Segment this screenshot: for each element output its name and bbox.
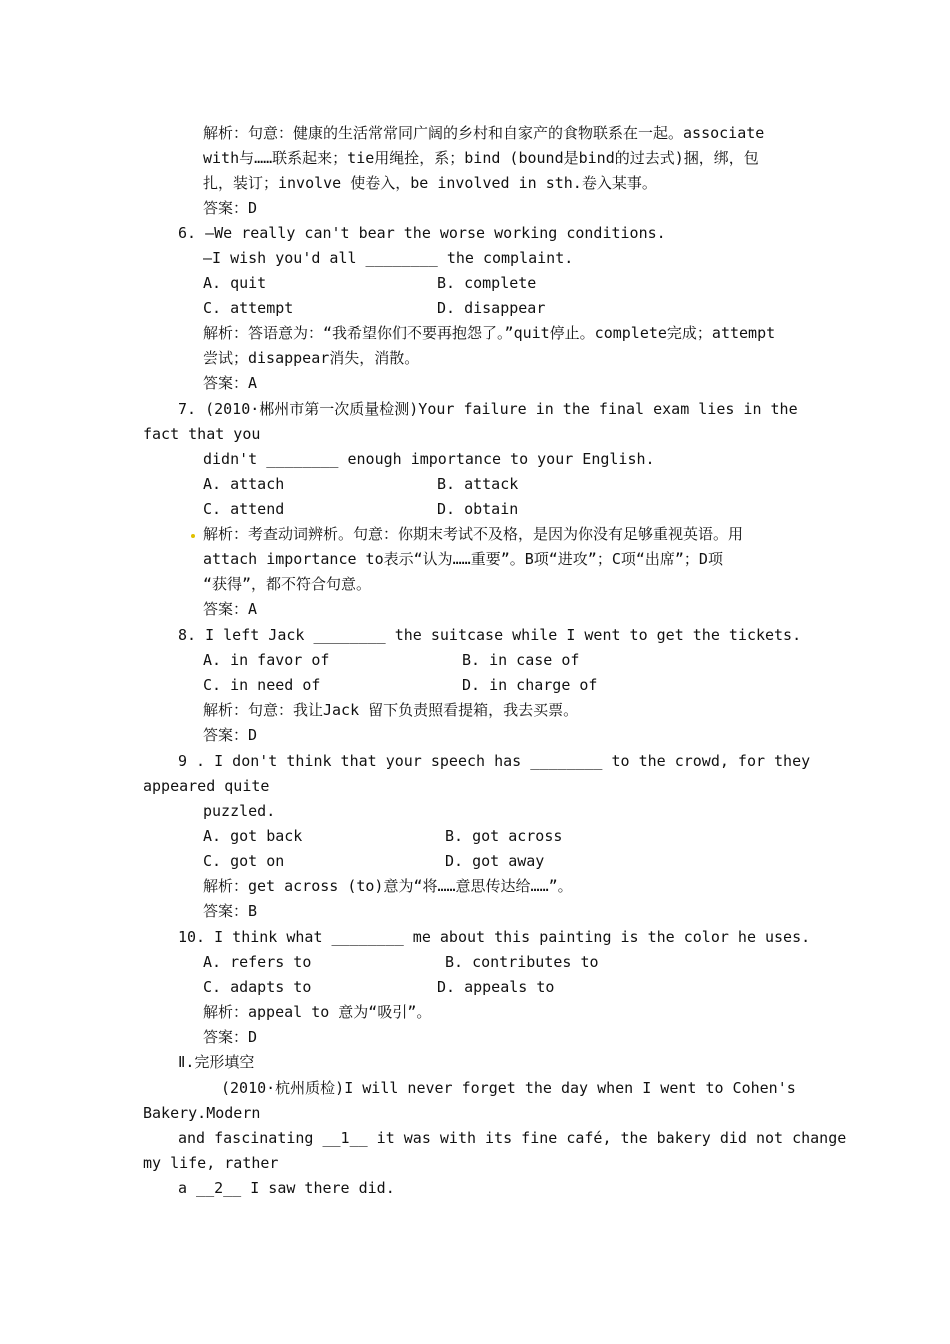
- q9-option-d: D. got away: [445, 852, 545, 870]
- q8-answer: 答案：D: [203, 726, 258, 744]
- q9-option-c: C. got on: [203, 852, 285, 870]
- q7-explanation-line-3: “获得”，都不符合句意。: [203, 575, 372, 593]
- q8-stem: 8. I left Jack ________ the suitcase while I went to get the tickets.: [178, 626, 802, 644]
- q7-option-c: C. attend: [203, 500, 285, 518]
- cloze-passage-line-4: my life, rather: [143, 1154, 279, 1172]
- q6-answer: 答案：A: [203, 374, 258, 392]
- q7-option-b: B. attack: [437, 475, 519, 493]
- q8-option-b: B. in case of: [462, 651, 580, 669]
- q5-explanation-line-2: with与……联系起来；tie用绳拴，系；bind (bound是bind的过去式)捆，绑，包: [203, 149, 759, 167]
- q10-option-d: D. appeals to: [437, 978, 555, 996]
- q10-explanation: 解析：appeal to 意为“吸引”。: [203, 1003, 432, 1021]
- q9-explanation: 解析：get across (to)意为“将……意思传达给……”。: [203, 877, 573, 895]
- marker-dot: [191, 534, 195, 538]
- cloze-passage-line-1: (2010·杭州质检)I will never forget the day when I went to Cohen's: [221, 1079, 796, 1097]
- q9-stem-line-1: 9 . I don't think that your speech has ________ to the crowd, for they: [178, 752, 811, 770]
- q9-option-b: B. got across: [445, 827, 563, 845]
- q7-stem-line-3: didn't ________ enough importance to your English.: [203, 450, 655, 468]
- q6-stem-line-2: —I wish you'd all ________ the complaint.: [203, 249, 574, 267]
- q8-explanation: 解析：句意：我让Jack 留下负责照看提箱，我去买票。: [203, 701, 579, 719]
- q5-answer: 答案：D: [203, 199, 258, 217]
- q7-explanation-line-1: 解析：考查动词辨析。句意：你期末考试不及格，是因为你没有足够重视英语。用: [203, 525, 744, 543]
- q10-stem: 10. I think what ________ me about this painting is the color he uses.: [178, 928, 811, 946]
- q7-answer: 答案：A: [203, 600, 258, 618]
- q6-option-b: B. complete: [437, 274, 537, 292]
- q8-option-c: C. in need of: [203, 676, 321, 694]
- q7-stem-line-2: fact that you: [143, 425, 261, 443]
- q6-stem-line-1: 6. —We really can't bear the worse working conditions.: [178, 224, 666, 242]
- q9-answer: 答案：B: [203, 902, 258, 920]
- q6-option-c: C. attempt: [203, 299, 294, 317]
- section-heading-cloze: Ⅱ.完形填空: [178, 1053, 255, 1071]
- q5-explanation-line-1: 解析：句意：健康的生活常常同广阔的乡村和自家产的食物联系在一起。associate: [203, 124, 765, 142]
- q10-option-a: A. refers to: [203, 953, 312, 971]
- q10-option-b: B. contributes to: [445, 953, 599, 971]
- q7-stem-line-1: 7. (2010·郴州市第一次质量检测)Your failure in the final exam lies in the: [178, 400, 798, 418]
- q10-option-c: C. adapts to: [203, 978, 312, 996]
- q6-explanation-line-1: 解析：答语意为：“我希望你们不要再抱怨了。”quit停止。complete完成；attempt: [203, 324, 776, 342]
- q7-option-d: D. obtain: [437, 500, 519, 518]
- q5-explanation-line-3: 扎，装订；involve 使卷入，be involved in sth.卷入某事。: [203, 174, 657, 192]
- q6-explanation-line-2: 尝试；disappear消失，消散。: [203, 349, 420, 367]
- q8-option-d: D. in charge of: [462, 676, 598, 694]
- q7-explanation-line-2: attach importance to表示“认为……重要”。B项“进攻”；C项“出席”；D项: [203, 550, 723, 568]
- cloze-passage-line-3: and fascinating __1__ it was with its fine café, the bakery did not change: [178, 1129, 847, 1147]
- cloze-passage-line-2: Bakery.Modern: [143, 1104, 261, 1122]
- q9-stem-line-3: puzzled.: [203, 802, 276, 820]
- q10-answer: 答案：D: [203, 1028, 258, 1046]
- cloze-passage-line-5: a __2__ I saw there did.: [178, 1179, 395, 1197]
- q6-option-d: D. disappear: [437, 299, 546, 317]
- q9-option-a: A. got back: [203, 827, 303, 845]
- q6-option-a: A. quit: [203, 274, 267, 292]
- q8-option-a: A. in favor of: [203, 651, 330, 669]
- q7-option-a: A. attach: [203, 475, 285, 493]
- q9-stem-line-2: appeared quite: [143, 777, 270, 795]
